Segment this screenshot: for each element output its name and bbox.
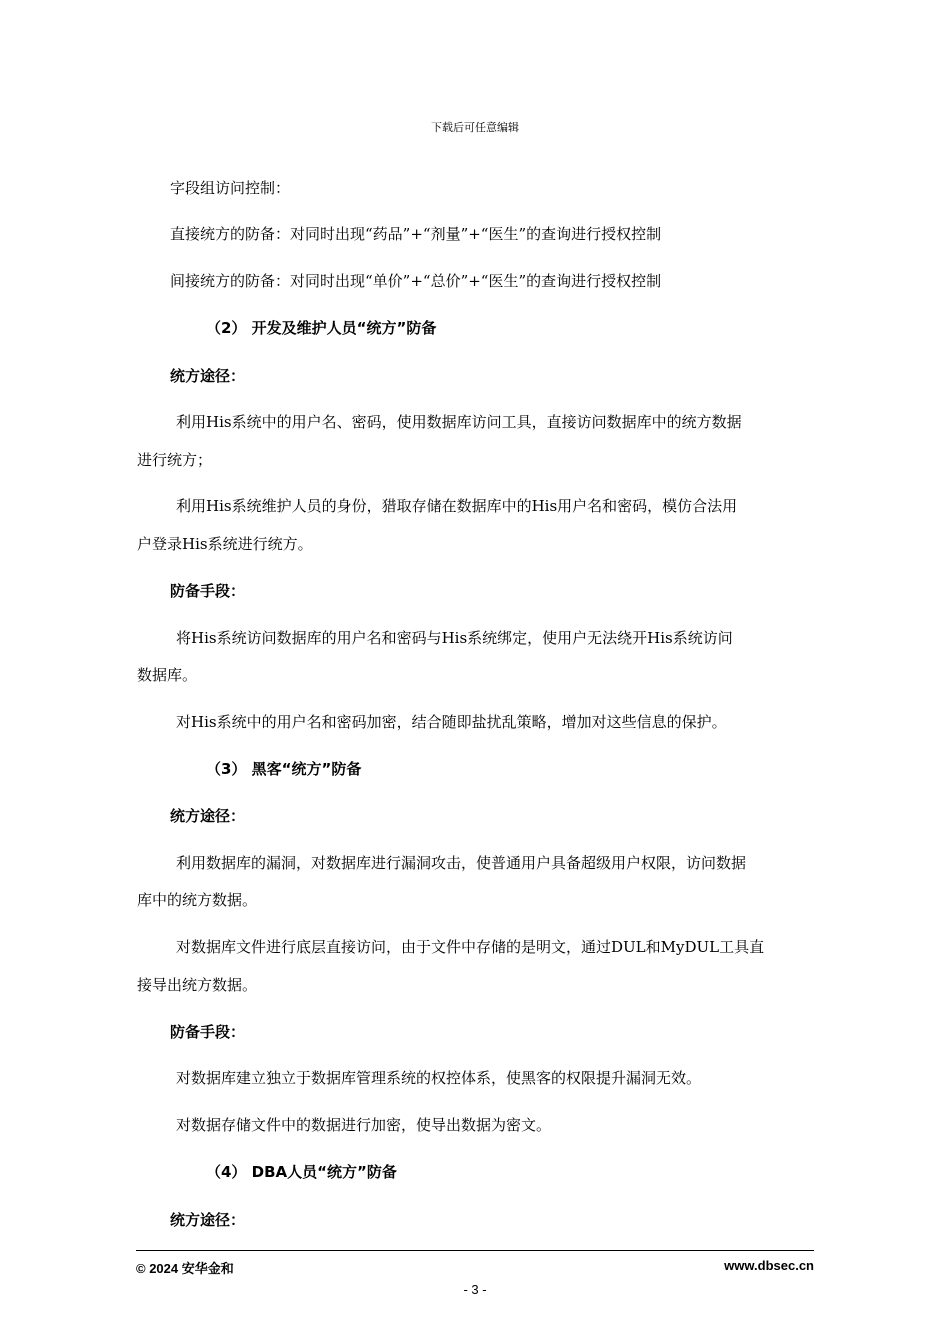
paragraph-p4-line2: 进行统方； [137, 451, 213, 469]
paragraph-p7: 对His系统中的用户名和密码加密，结合随即盐扰乱策略，增加对这些信息的保护。 [176, 713, 727, 731]
paragraph-p8-line1: 利用数据库的漏洞，对数据库进行漏洞攻击，使普通用户具备超级用户权限，访问数据 [176, 854, 747, 872]
paragraph-p6-line1: 将His系统访问数据库的用户名和密码与His系统绑定，使用户无法绕开His系统访问 [176, 629, 733, 647]
paragraph-p4-line1: 利用His系统中的用户名、密码，使用数据库访问工具，直接访问数据库中的统方数据 [176, 413, 742, 431]
subheading-way-4: 统方途径： [170, 1211, 246, 1229]
paragraph-p11: 对数据存储文件中的数据进行加密，使导出数据为密文。 [176, 1116, 552, 1134]
subheading-means-3: 防备手段： [170, 1023, 246, 1041]
paragraph-direct-defense: 直接统方的防备：对同时出现“药品”+“剂量”+“医生”的查询进行授权控制 [170, 225, 662, 243]
paragraph-p5-line1: 利用His系统维护人员的身份，猎取存储在数据库中的His用户名和密码，模仿合法用 [176, 497, 738, 515]
footer-website: www.dbsec.cn [724, 1258, 814, 1273]
paragraph-p10: 对数据库建立独立于数据库管理系统的权控体系，使黑客的权限提升漏洞无效。 [176, 1069, 702, 1087]
page-number: - 3 - [463, 1282, 487, 1297]
subheading-way-3: 统方途径： [170, 807, 246, 825]
paragraph-p6-line2: 数据库。 [137, 666, 198, 684]
paragraph-p5-line2: 户登录His系统进行统方。 [137, 535, 313, 553]
subheading-means-2: 防备手段： [170, 582, 246, 600]
paragraph-p9-line2: 接导出统方数据。 [137, 976, 258, 994]
section-heading-2: （2） 开发及维护人员“统方”防备 [206, 319, 437, 337]
paragraph-field-group-control: 字段组访问控制： [170, 179, 291, 197]
paragraph-p8-line2: 库中的统方数据。 [137, 891, 258, 909]
paragraph-p9-line1: 对数据库文件进行底层直接访问，由于文件中存储的是明文，通过DUL和MyDUL工具直 [176, 938, 765, 956]
page-header-note: 下载后可任意编辑 [431, 121, 519, 134]
footer-copyright: © 2024 安华金和 [136, 1261, 234, 1276]
section-heading-4: （4） DBA人员“统方”防备 [206, 1163, 397, 1181]
section-heading-3: （3） 黑客“统方”防备 [206, 760, 362, 778]
paragraph-indirect-defense: 间接统方的防备：对同时出现“单价”+“总价”+“医生”的查询进行授权控制 [170, 272, 662, 290]
subheading-way-2: 统方途径： [170, 367, 246, 385]
footer-divider [136, 1250, 814, 1251]
